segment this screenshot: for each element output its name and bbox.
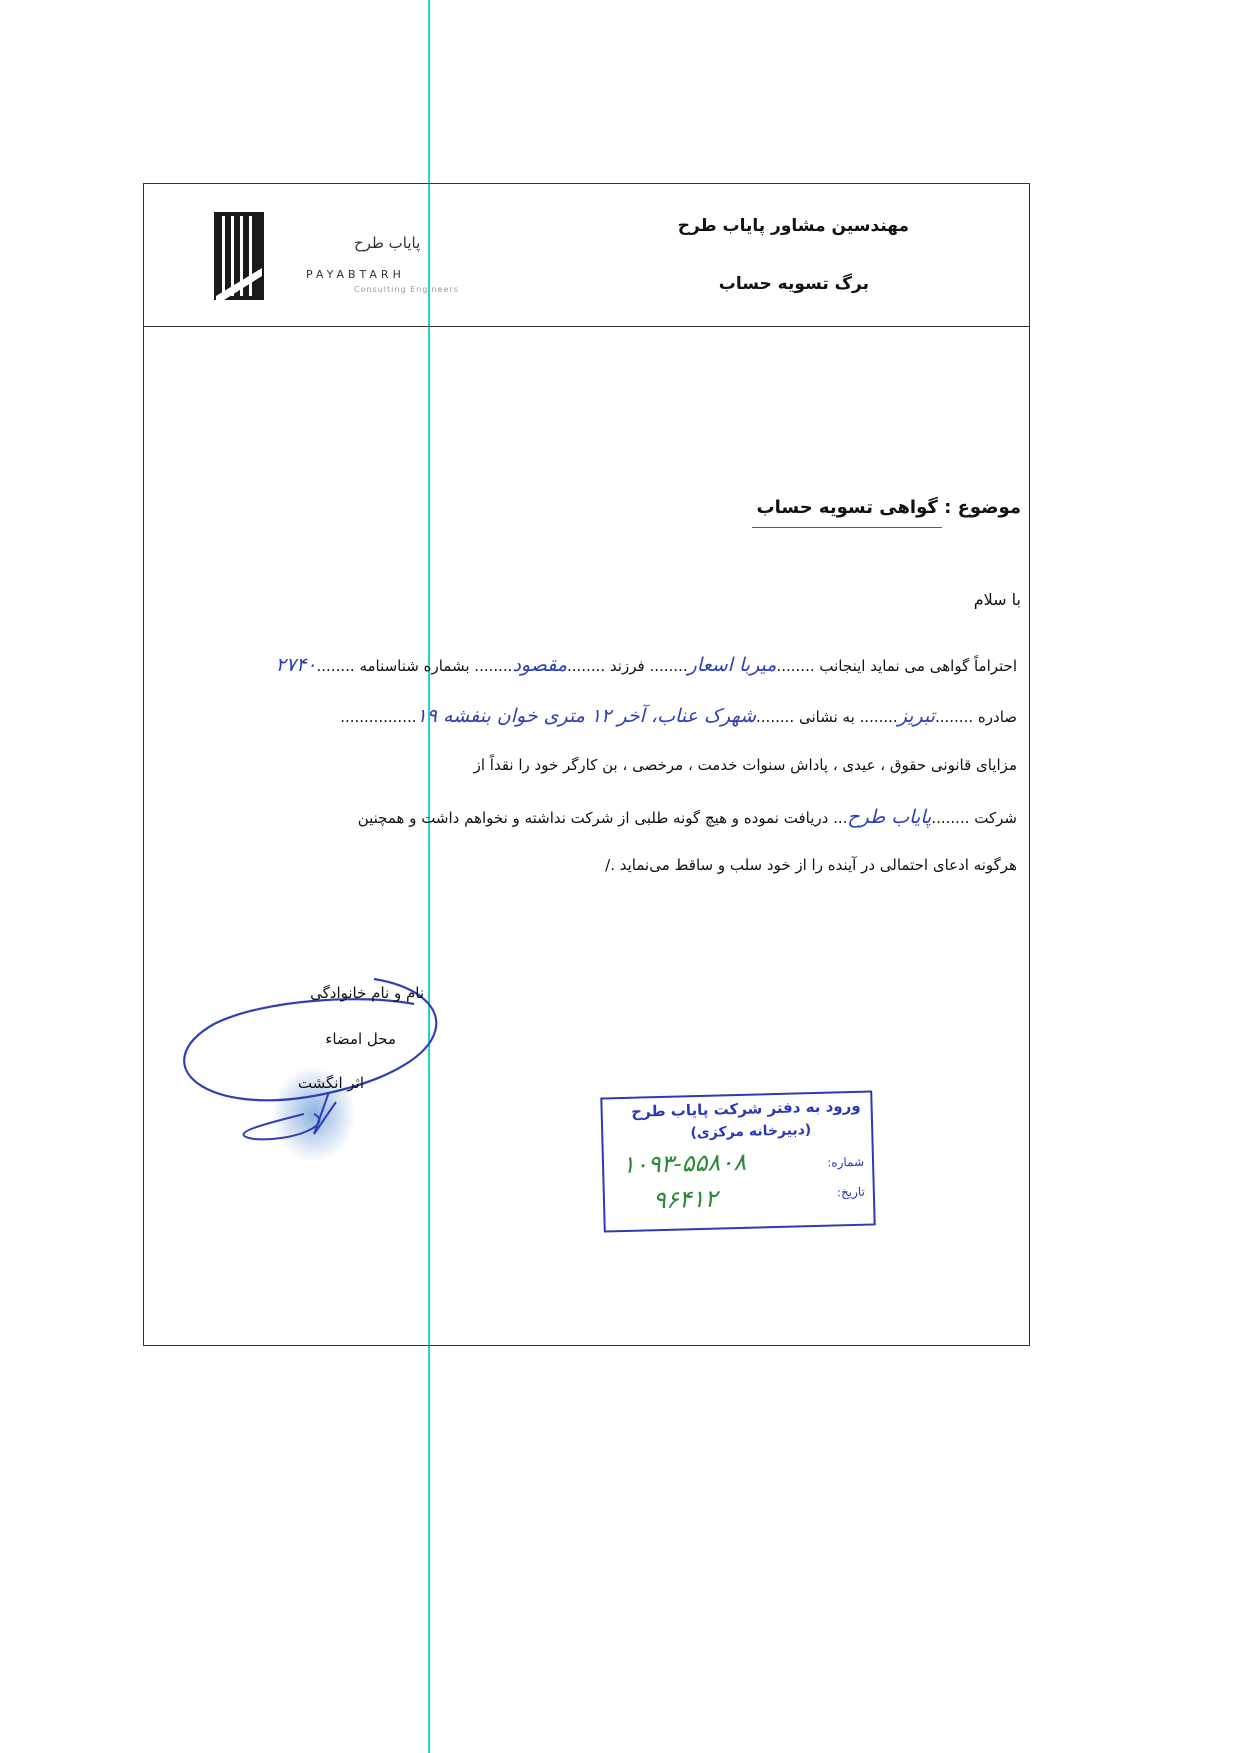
stamp-number-label: شماره: <box>827 1154 865 1170</box>
stamp-title: ورود به دفتر شرکت پایاب طرح <box>631 1096 861 1121</box>
letter-subject: موضوع : گواهی تسویه حساب <box>756 497 1021 518</box>
handwritten-id-number: ۲۷۴۰ <box>275 654 317 676</box>
body-line-4: شرکت ........پایاب طرح... دریافت نموده و هیچ گونه طلبی از شرکت نداشته و نخواهم داشت و همچنین <box>357 806 1017 828</box>
logo-mark-icon <box>214 212 264 300</box>
line2-text-b: به نشانی <box>798 708 855 726</box>
settlement-form <box>143 183 1030 1346</box>
signature-label: محل امضاء <box>325 1030 396 1048</box>
handwritten-father-name: مقصود <box>512 654 567 676</box>
subject-underline <box>752 527 942 528</box>
handwritten-name: میربا اسعار <box>687 654 777 676</box>
body-line-1: احتراماً گواهی می نماید اینجانب ........میربا اسعار........ فرزند ........مقصود........ بشماره شناسنامه ........۲۷۴۰ <box>275 654 1017 676</box>
line1-text-b: فرزند <box>609 657 645 675</box>
body-line-2: صادره ........تبریز........ به نشانی ........شهرک عناب، آخر ۱۲ متری خوان بنفشه ۱۹................ <box>340 705 1017 727</box>
stamp-date-label: تاریخ: <box>836 1184 866 1200</box>
line1-text-c: بشماره شناسنامه <box>359 657 470 675</box>
handwritten-city: تبریز <box>897 705 935 727</box>
line2-text-a: صادره <box>977 708 1017 726</box>
stamp-subtitle: (دبیرخانه مرکزی) <box>690 1122 812 1142</box>
line4-text-a: شرکت <box>974 809 1017 827</box>
logo-persian-text: پایاب طرح <box>354 234 421 252</box>
body-line-3: مزایای قانونی حقوق ، عیدی ، پاداش سنوات خدمت ، مرخصی ، بن کارگر خود را نقداً از <box>473 756 1017 774</box>
thumbprint-label: اثر انگشت <box>297 1074 364 1092</box>
logo-subtitle: Consulting Engineers <box>354 285 459 294</box>
stamp-number-value: ۱۰۹۳-۵۵۸۰۸ <box>621 1147 747 1180</box>
form-title: برگ تسویه حساب <box>718 274 869 294</box>
stamp-date-value: ۹۶۴۱۲ <box>652 1184 718 1215</box>
header-divider <box>144 326 1029 327</box>
logo-english-text: PAYABTARH <box>306 268 405 281</box>
registration-stamp <box>600 1090 875 1232</box>
line1-text-a: احتراماً گواهی می نماید اینجانب <box>819 657 1017 675</box>
handwritten-company: پایاب طرح <box>847 806 932 828</box>
body-line-5: هرگونه ادعای احتمالی در آینده را از خود سلب و ساقط می‌نماید ./ <box>605 856 1017 874</box>
letter-greeting: با سلام <box>973 590 1021 609</box>
company-logo <box>214 212 474 302</box>
line4-text-b: دریافت نموده و هیچ گونه طلبی از شرکت نداشته و نخواهم داشت و همچنین <box>357 809 829 827</box>
handwritten-address: شهرک عناب، آخر ۱۲ متری خوان بنفشه ۱۹ <box>416 705 757 727</box>
name-label: نام و نام خانوادگی <box>310 984 424 1002</box>
signature-area <box>164 974 464 1174</box>
organization-name: مهندسین مشاور پایاب طرح <box>677 216 909 236</box>
